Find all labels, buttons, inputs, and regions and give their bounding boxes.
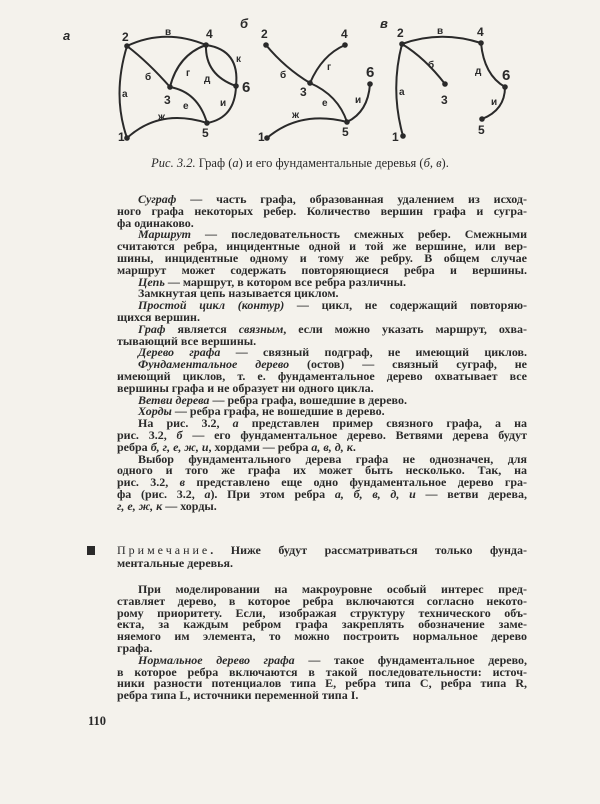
graph-node	[502, 84, 508, 90]
text-segment: ставляет дерево, в которое ребра включаются согласно некото-	[117, 593, 527, 608]
emphasized-term: Нормальное дерево графа	[138, 652, 295, 667]
graph-node	[307, 80, 313, 86]
definitions-section	[117, 194, 527, 513]
caption-text: а	[232, 156, 239, 170]
paragraph	[117, 321, 527, 348]
paragraph	[117, 229, 527, 276]
text-segment: маршрут может содержать повторяющиеся ребра и вершины.	[117, 262, 527, 277]
edge-e	[310, 83, 347, 122]
text-segment: рис. 3.2,	[117, 427, 177, 442]
paragraph	[117, 652, 527, 703]
paragraph	[117, 418, 527, 453]
emphasized-term: Суграф	[138, 192, 177, 206]
edge-label: б	[145, 72, 152, 83]
edge-zh	[267, 118, 347, 138]
graph-node	[400, 133, 406, 139]
caption-label: Рис. 3.2.	[151, 156, 196, 170]
edge-label: в	[165, 27, 172, 38]
text-line	[117, 631, 527, 643]
text-segment: рому приоритету. Если, изображая структуру технического объ-	[117, 605, 527, 620]
emphasized-term: Хорды	[138, 404, 172, 419]
text-segment: — его фундаментальное дерево. Ветвями дерева будут	[182, 427, 527, 442]
node-label: 4	[206, 27, 213, 41]
edge-label: и	[220, 98, 227, 109]
emphasized-term: а	[204, 486, 211, 501]
edge-label: е	[322, 98, 328, 109]
edge-g	[170, 45, 206, 87]
text-segment: — последовательность смежных ребер. Смежными	[191, 227, 527, 242]
text-segment: . Ниже будут рассматриваться только фунда-	[210, 543, 527, 557]
text-segment: При моделировании на макроуровне особый интерес пред-	[138, 582, 527, 596]
text-segment: фа одинаково.	[117, 215, 194, 230]
emphasized-term: Ветви дерева	[138, 392, 210, 407]
text-segment: имеющий циклов, т. е. фундаментальное дерево охватывает все	[117, 368, 527, 383]
emphasized-term: Примечание	[117, 543, 211, 557]
edge-label: е	[183, 101, 189, 112]
edge-b	[266, 45, 310, 83]
graph-node	[342, 42, 348, 48]
edge-label: г	[186, 68, 191, 79]
node-label: 6	[242, 79, 251, 96]
note-marker-icon	[87, 546, 95, 555]
graph-node	[264, 135, 270, 141]
node-label: 2	[397, 26, 404, 40]
text-segment: ментальные деревья.	[117, 555, 233, 570]
note-section	[117, 544, 527, 569]
page-number: 110	[88, 714, 107, 728]
edge-label: а	[399, 87, 405, 98]
text-segment: ного графа некоторых ребер. Количество вершин графа и сугра-	[117, 203, 527, 218]
text-segment: ники разности потенциалов типа E, ребра типа C, ребра типа R,	[117, 676, 527, 691]
figure-caption	[0, 156, 600, 171]
text-segment: — ребра графа, не вошедшие в дерево.	[171, 404, 385, 419]
text-segment: На рис. 3.2,	[138, 416, 233, 431]
text-segment: является	[165, 321, 239, 336]
graph-node	[442, 81, 448, 87]
graph-node	[479, 116, 485, 122]
emphasized-term: Цепь	[138, 274, 165, 289]
text-segment: Замкнутая цепь называется циклом.	[138, 286, 339, 301]
text-segment: шины, инцидентные одному и тому же ребру. В общем случае	[117, 250, 527, 265]
text-segment: — маршрут, в котором все ребра различны.	[164, 274, 406, 289]
normal-tree-section	[117, 584, 527, 702]
text-segment: — цикл, не содержащий повторяю-	[284, 298, 527, 313]
caption-text: ).	[441, 156, 449, 170]
graph-node	[399, 41, 405, 47]
edge-label: б	[280, 70, 287, 81]
paragraph	[117, 300, 527, 324]
emphasized-term: связным	[238, 321, 284, 336]
emphasized-term: Граф	[138, 321, 166, 336]
paragraph	[117, 584, 527, 655]
paragraph	[117, 194, 527, 229]
text-line	[117, 498, 527, 513]
node-label: 6	[502, 67, 511, 84]
node-label: 1	[392, 130, 399, 144]
emphasized-term: Маршрут	[138, 227, 191, 242]
edge-label: и	[491, 97, 498, 108]
text-segment: вершины графа и не образует ни одного цикла.	[117, 380, 374, 395]
edge-d	[206, 45, 236, 86]
text-segment: графа.	[117, 640, 153, 655]
text-segment: одного и того же графа их может быть несколько. Так, на	[117, 463, 527, 478]
edge-label: в	[437, 26, 444, 37]
node-label: 2	[261, 27, 268, 41]
text-segment: тывающий все вершины.	[117, 333, 257, 348]
panel-letter: б	[240, 16, 249, 31]
node-label: 3	[300, 85, 307, 99]
text-segment: фа (рис. 3.2,	[117, 486, 205, 501]
emphasized-term: Простой цикл (контур)	[138, 298, 285, 313]
emphasized-term: Фундаментальное дерево	[138, 357, 290, 372]
node-label: 5	[478, 123, 485, 137]
edge-label: д	[475, 66, 482, 77]
text-segment: — связный подграф, не имеющий циклов.	[220, 345, 527, 360]
caption-text: ) и его фундаментальные деревья (	[238, 156, 424, 170]
text-segment: ). При этом ребра	[210, 486, 335, 501]
node-label: 5	[342, 125, 349, 139]
edge-label: ж	[158, 112, 166, 123]
text-segment: представлен пример связного графа, а на	[238, 416, 528, 431]
graph-node	[367, 81, 373, 87]
graph-node	[233, 83, 239, 89]
node-label: 1	[258, 130, 265, 144]
node-label: 3	[164, 93, 171, 107]
node-label: 2	[122, 30, 129, 44]
text-segment: — ветви дерева,	[415, 486, 527, 501]
emphasized-term: а, б, в, д, и	[334, 486, 416, 501]
graph-panel-в	[380, 16, 510, 144]
text-segment: (остов) — связный суграф, не	[289, 357, 528, 372]
paragraph	[117, 451, 527, 513]
text-segment: — ребра графа, вошедшие в дерево.	[209, 392, 407, 407]
graph-node	[263, 42, 269, 48]
text-line	[117, 557, 527, 570]
graph-node	[344, 119, 350, 125]
graph-node	[167, 84, 173, 90]
edge-label: г	[327, 62, 332, 73]
text-segment: ребра типа L, источники переменной типа I.	[117, 688, 359, 703]
edge-zh	[127, 118, 207, 138]
edge-v	[402, 37, 481, 44]
text-segment: считаются ребра, инцидентные одной и той же вершине, или вер-	[117, 239, 527, 254]
emphasized-term: Дерево графа	[138, 345, 221, 360]
figure-3-2-graphs	[0, 0, 600, 150]
graph-node	[124, 135, 130, 141]
emphasized-term: б, г, е, ж, и	[150, 439, 209, 454]
node-label: 4	[477, 25, 484, 39]
edge-label: к	[236, 54, 242, 65]
text-segment: , хордами — ребра	[208, 439, 312, 454]
emphasized-term: а, в, д, к	[311, 439, 353, 454]
graph-panel-б	[240, 16, 374, 144]
text-segment: — хорды.	[162, 498, 217, 513]
node-label: 4	[341, 27, 348, 41]
graph-panel-а	[63, 27, 250, 144]
text-segment: рис. 3.2,	[117, 475, 180, 490]
text-segment: щихся вершин.	[117, 309, 200, 324]
text-segment: ребра	[117, 439, 151, 454]
text-segment: , если можно указать маршрут, охва-	[283, 321, 527, 336]
node-label: 1	[118, 130, 125, 144]
emphasized-term: г, е, ж, к	[117, 498, 163, 513]
text-segment: екта, за каждым ребром графа закреплять обозначение заме-	[117, 617, 527, 632]
panel-letter: в	[380, 16, 388, 31]
edge-v	[127, 37, 206, 46]
emphasized-term: а	[232, 416, 239, 431]
node-label: 5	[202, 126, 209, 140]
text-segment: няемого им элемента, то можно построить нормальное дерево	[117, 629, 527, 644]
graph-node	[478, 40, 484, 46]
edge-label: ж	[292, 110, 300, 121]
text-segment: представлено еще одно фундаментальное дерево гра-	[185, 475, 527, 490]
edge-label: б	[428, 60, 435, 71]
edge-b	[402, 44, 445, 84]
edge-label: а	[122, 89, 128, 100]
emphasized-term: в	[179, 475, 186, 490]
node-label: 3	[441, 93, 448, 107]
panel-letter: а	[63, 28, 71, 43]
text-line	[117, 690, 527, 702]
graph-node	[204, 120, 210, 126]
emphasized-term: б	[176, 427, 183, 442]
text-segment: Выбор фундаментального дерева графа не однозначен, для	[138, 451, 527, 466]
text-segment: — часть графа, образованная удалением из исход-	[176, 192, 527, 206]
text-segment: — такое фундаментальное дерево,	[294, 652, 527, 667]
edge-label: и	[355, 95, 362, 106]
paragraph	[117, 544, 527, 569]
caption-text: б, в	[423, 156, 442, 170]
graph-node	[124, 43, 130, 49]
graph-node	[203, 42, 209, 48]
caption-text: Граф (	[195, 156, 233, 170]
text-segment: .	[352, 439, 356, 454]
node-label: 6	[366, 64, 375, 81]
text-segment: в которое ребра включаются в такой последовательности: источ-	[117, 664, 527, 679]
edge-label: д	[204, 74, 211, 85]
paragraph	[117, 359, 527, 394]
